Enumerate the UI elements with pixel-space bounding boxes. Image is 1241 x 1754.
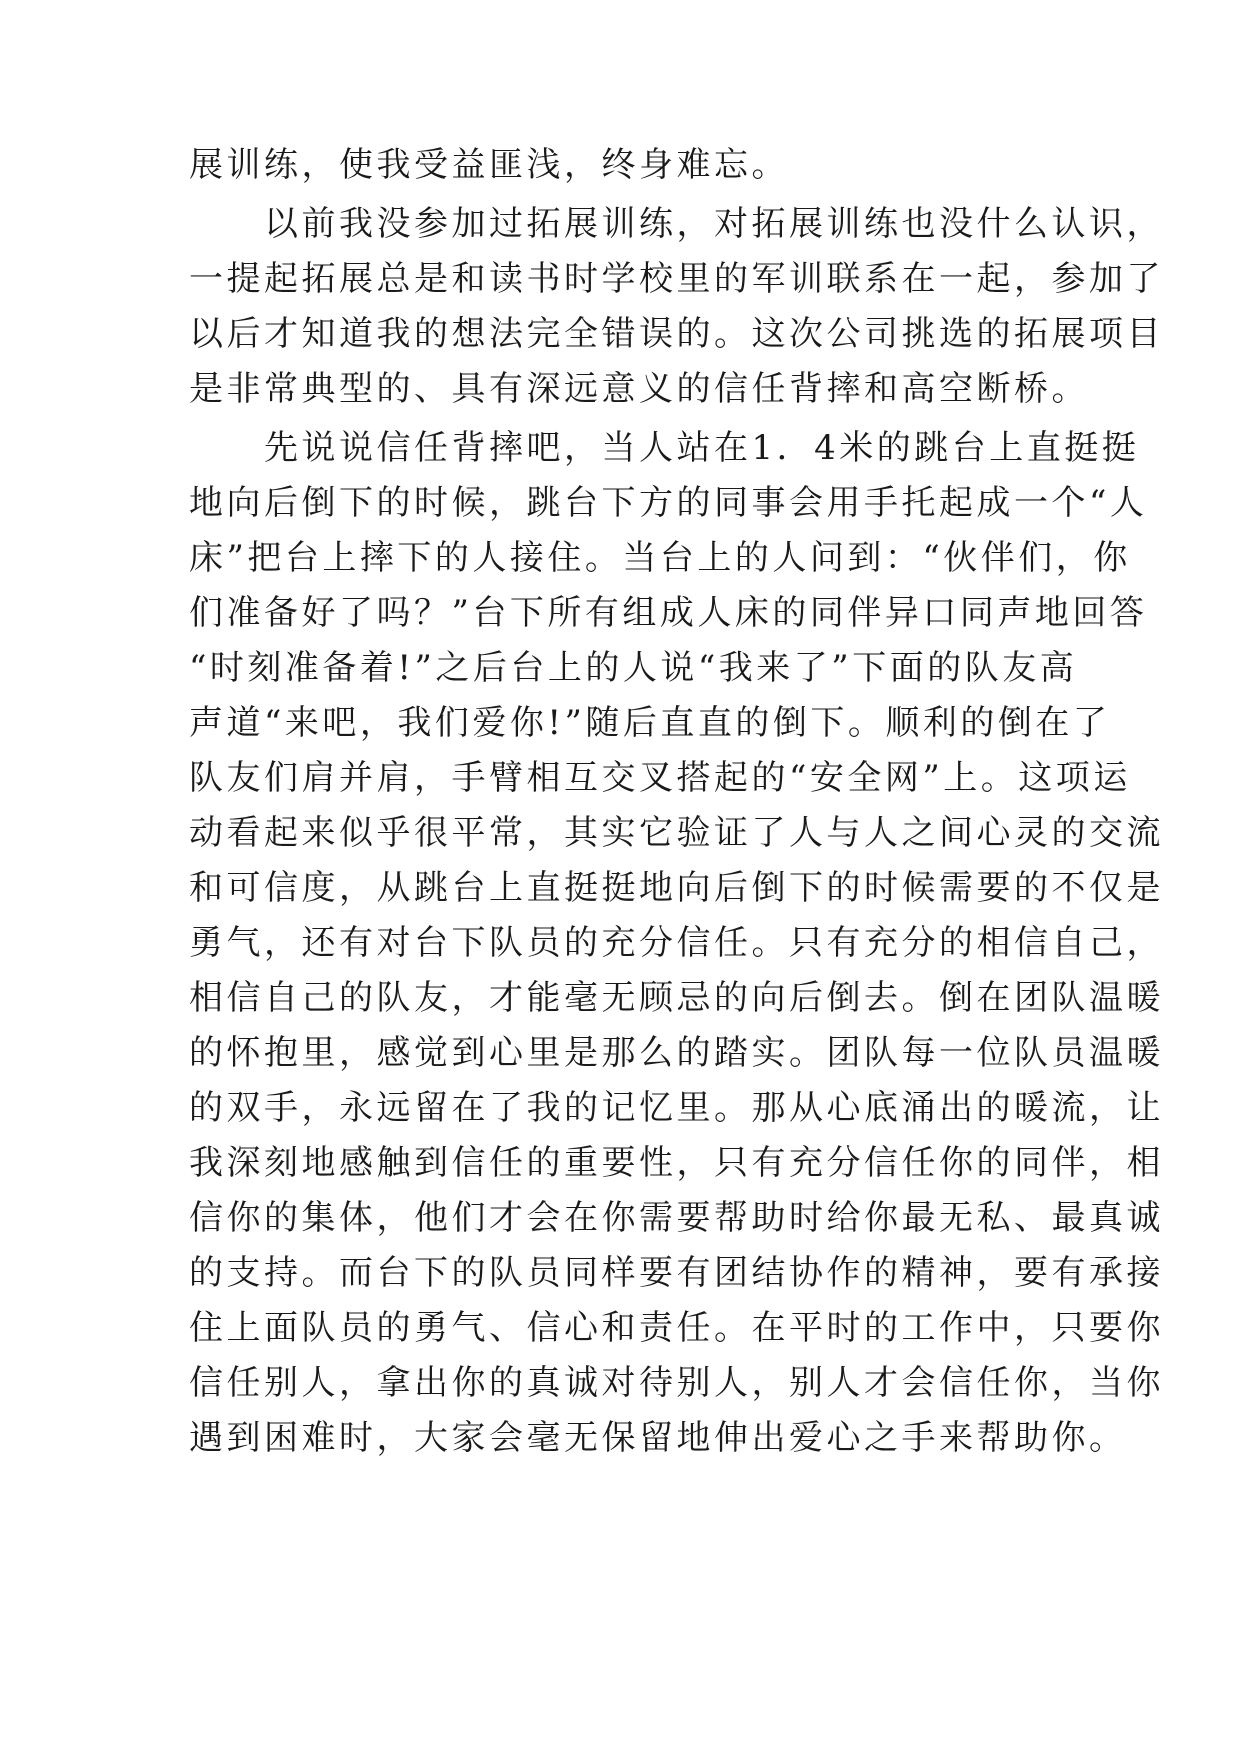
text-line: 队友们肩并肩，手臂相互交叉搭起的“安全网”上。这项运 — [189, 758, 1131, 798]
text-line: “时刻准备着!”之后台上的人说“我来了”下面的队友高 — [189, 648, 1078, 688]
text-line: 和可信度，从跳台上直挺挺地向后倒下的时候需要的不仅是 — [189, 868, 1164, 908]
text-line: 的怀抱里，感觉到心里是那么的踏实。团队每一位队员温暖 — [189, 1033, 1164, 1073]
text-line: 动看起来似乎很平常，其实它验证了人与人之间心灵的交流 — [189, 813, 1164, 853]
text-line: 一提起拓展总是和读书时学校里的军训联系在一起，参加了 — [189, 259, 1164, 299]
text-line: 相信自己的队友，才能毫无顾忌的向后倒去。倒在团队温暖 — [189, 978, 1164, 1018]
text-line: 我深刻地感触到信任的重要性，只有充分信任你的同伴，相 — [189, 1143, 1164, 1183]
text-line: 床”把台上摔下的人接住。当台上的人问到：“伙伴们，你 — [189, 538, 1131, 578]
text-line: 信任别人，拿出你的真诚对待别人，别人才会信任你，当你 — [189, 1363, 1164, 1403]
text-line: 们准备好了吗？”台下所有组成人床的同伴异口同声地回答 — [189, 593, 1148, 633]
text-line: 声道“来吧，我们爱你!”随后直直的倒下。顺利的倒在了 — [189, 703, 1111, 743]
text-line: 以后才知道我的想法完全错误的。这次公司挑选的拓展项目 — [189, 314, 1164, 354]
text-line: 是非常典型的、具有深远意义的信任背摔和高空断桥。 — [189, 369, 1089, 409]
text-line: 先说说信任背摔吧，当人站在1．4米的跳台上直挺挺 — [189, 428, 1140, 468]
text-line: 的双手，永远留在了我的记忆里。那从心底涌出的暖流，让 — [189, 1088, 1164, 1128]
text-line: 勇气，还有对台下队员的充分信任。只有充分的相信自己， — [189, 923, 1164, 963]
text-line: 的支持。而台下的队员同样要有团结协作的精神，要有承接 — [189, 1253, 1164, 1293]
text-line: 住上面队员的勇气、信心和责任。在平时的工作中，只要你 — [189, 1308, 1164, 1348]
text-line: 展训练，使我受益匪浅，终身难忘。 — [189, 145, 789, 185]
text-line: 遇到困难时，大家会毫无保留地伸出爱心之手来帮助你。 — [189, 1418, 1127, 1458]
text-line: 以前我没参加过拓展训练，对拓展训练也没什么认识， — [189, 204, 1164, 244]
text-line: 信你的集体，他们才会在你需要帮助时给你最无私、最真诚 — [189, 1198, 1164, 1238]
text-line: 地向后倒下的时候，跳台下方的同事会用手托起成一个“人 — [189, 483, 1148, 523]
